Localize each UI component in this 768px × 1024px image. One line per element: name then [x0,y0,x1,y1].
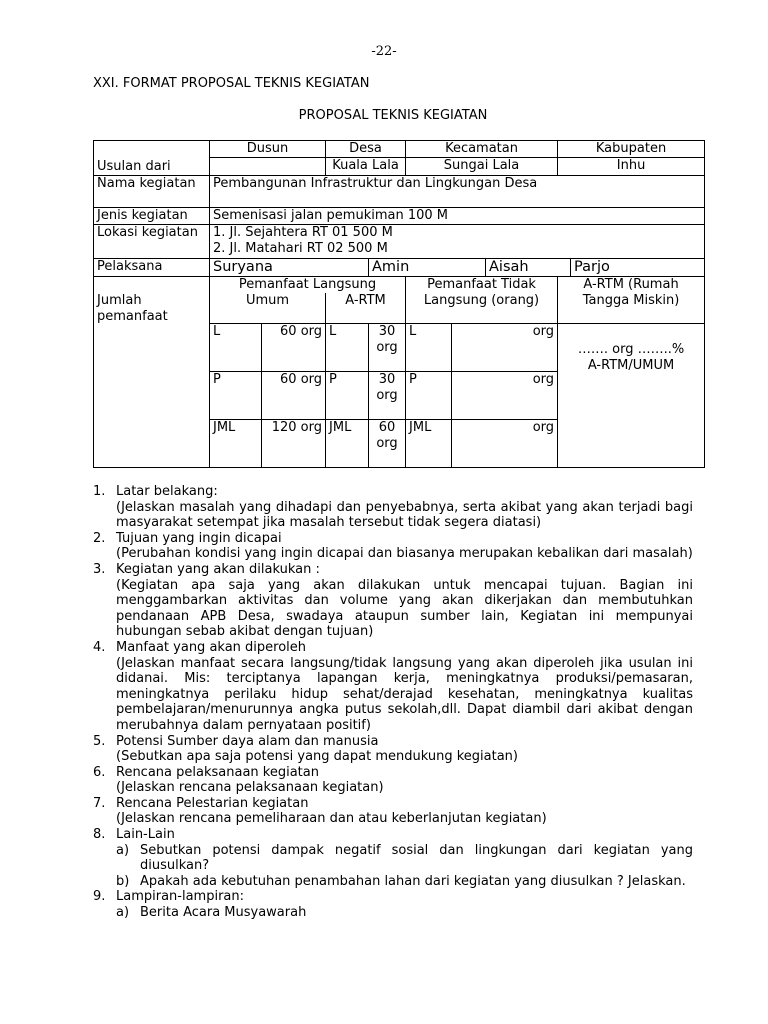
jumlah-label: Jumlah pemanfaat [97,293,168,324]
artm-value [558,323,705,467]
list-number: 1. [93,484,106,499]
row-ptl-label: JML [406,419,452,467]
guidance-list [93,484,693,921]
pelaksana-1: Suryana [210,259,369,276]
pelaksana-label: Pelaksana [94,259,210,277]
list-item [93,531,693,562]
proposal-table [93,140,705,468]
list-item [93,562,693,640]
list-title: Latar belakang: [116,484,218,499]
usulan-label: Usulan dari [97,159,171,174]
list-item [93,640,693,734]
list-desc: (Jelaskan manfaat secara langsung/tidak langsung yang akan diperoleh jika usulan ini didanai. Mis: terciptanya lapangan kerja, meningkatnya produksi/pemasaran, meningkatnya perilaku hidup sehat/derajad kesehatan, meningkatnya kualitas pembelajaran/menurunnya angka putus sekolah,dll. Dapat diambil dari akibat dengan merubahnya dalam pernyataan positif) [116,655,693,733]
pl-umum-header: Umum [210,293,326,323]
usulan-label-cell [94,141,210,176]
row-umum: 120 org [262,419,326,467]
row-ptl: org [452,371,558,419]
sub-item [116,874,693,890]
sub-item [116,905,693,921]
list-item-lain [93,827,693,889]
row-artm-label: P [326,371,369,419]
list-desc: (Jelaskan rencana pelaksanaan kegiatan) [116,780,384,796]
kabupaten-header: Kabupaten [558,141,705,158]
list-number: 4. [93,639,106,655]
sub-label: b) [116,873,130,889]
row-label: L [210,323,262,371]
sub-label: a) [116,842,130,858]
list-title: Lain-Lain [116,827,175,843]
section-title: XXI. FORMAT PROPOSAL TEKNIS KEGIATAN [93,76,370,91]
list-title: Rencana Pelestarian kegiatan [116,795,309,811]
pl-header: Pemanfaat Langsung [210,277,406,294]
row-label: P [210,371,262,419]
row-artm: 30 org [369,371,406,419]
desa-header: Desa [326,141,406,158]
list-item [93,734,693,765]
desa-value: Kuala Lala [326,158,406,176]
sub-item [116,843,693,874]
lokasi-value [210,225,705,259]
artm-header: A-RTM (Rumah Tangga Miskin) [558,277,705,324]
sub-text: Sebutkan potensi dampak negatif sosial dan lingkungan dari kegiatan yang diusulkan? [140,842,693,874]
list-item [93,765,693,796]
list-number: 9. [93,889,106,905]
page-number: -22- [371,44,397,59]
row-artm-label: L [326,323,369,371]
list-desc: (Jelaskan masalah yang dihadapi dan penyebabnya, serta akibat yang akan terjadi bagi masyarakat setempat jika masalah tersebut tidak segera diatasi) [116,499,693,531]
sub-text: Apakah ada kebutuhan penambahan lahan dari kegiatan yang diusulkan ? Jelaskan. [140,873,686,889]
list-title: Potensi Sumber daya alam dan manusia [116,733,379,749]
row-ptl-label: L [406,323,452,371]
jumlah-label-cell [94,277,210,468]
list-number: 5. [93,733,106,749]
list-title: Rencana pelaksanaan kegiatan [116,764,319,780]
artm-value-line2: A-RTM/UMUM [587,357,675,373]
list-desc: (Sebutkan apa saja potensi yang dapat mendukung kegiatan) [116,749,518,765]
pl-artm-header: A-RTM [326,293,406,323]
jenis-value: Semenisasi jalan pemukiman 100 M [210,208,705,225]
list-number: 3. [93,561,106,577]
nama-label: Nama kegiatan [94,176,210,208]
sub-label: a) [116,905,130,921]
list-title: Kegiatan yang akan dilakukan : [116,561,320,577]
nama-value: Pembangunan Infrastruktur dan Lingkungan Desa [210,176,705,208]
artm-value-line1: ……. org ……..% [577,341,685,357]
list-number: 7. [93,795,106,811]
pelaksana-4: Parjo [574,259,610,275]
list-number: 8. [93,827,106,843]
list-item [93,796,693,827]
pelaksana-cell [210,259,705,277]
list-item [93,484,693,531]
dusun-value [210,158,326,176]
list-title: Manfaat yang akan diperoleh [116,639,307,655]
kecamatan-header: Kecamatan [406,141,558,158]
lokasi-item-1: 1. Jl. Sejahtera RT 01 500 M [213,225,393,240]
ptl-header: Pemanfaat Tidak Langsung (orang) [406,277,558,324]
list-number: 6. [93,764,106,780]
list-title: Tujuan yang ingin dicapai [116,530,282,546]
list-desc: (Jelaskan rencana pemeliharaan dan atau keberlanjutan kegiatan) [116,811,547,827]
row-artm: 30 org [369,323,406,371]
row-umum: 60 org [262,371,326,419]
list-title: Lampiran-lampiran: [116,889,245,905]
pelaksana-3: Aisah [486,259,571,276]
sub-text: Berita Acara Musyawarah [140,905,307,921]
kecamatan-value: Sungai Lala [406,158,558,176]
pelaksana-2: Amin [369,259,486,276]
row-ptl-label: P [406,371,452,419]
list-desc: (Perubahan kondisi yang ingin dicapai dan biasanya merupakan kebalikan dari masalah) [116,546,693,562]
row-umum: 60 org [262,323,326,371]
kabupaten-value: Inhu [558,158,705,176]
list-desc: (Kegiatan apa saja yang akan dilakukan untuk mencapai tujuan. Bagian ini menggambarkan aktivitas dan volume yang akan dikerjakan dan membutuhkan pendanaan APB Desa, swadaya ataupun sumber lain, Kegiatan ini mempunyai hubungan sebab akibat dengan tujuan) [116,577,693,640]
lokasi-item-2: 2. Jl. Matahari RT 02 500 M [213,241,388,256]
list-number: 2. [93,530,106,546]
row-ptl: org [452,323,558,371]
row-artm-label: JML [326,419,369,467]
list-item-lampiran [93,889,693,920]
lokasi-label: Lokasi kegiatan [94,225,210,259]
dusun-header: Dusun [210,141,326,158]
row-artm: 60 org [369,419,406,467]
row-label: JML [210,419,262,467]
row-ptl: org [452,419,558,467]
jenis-label: Jenis kegiatan [94,208,210,225]
document-title: PROPOSAL TEKNIS KEGIATAN [298,108,488,123]
